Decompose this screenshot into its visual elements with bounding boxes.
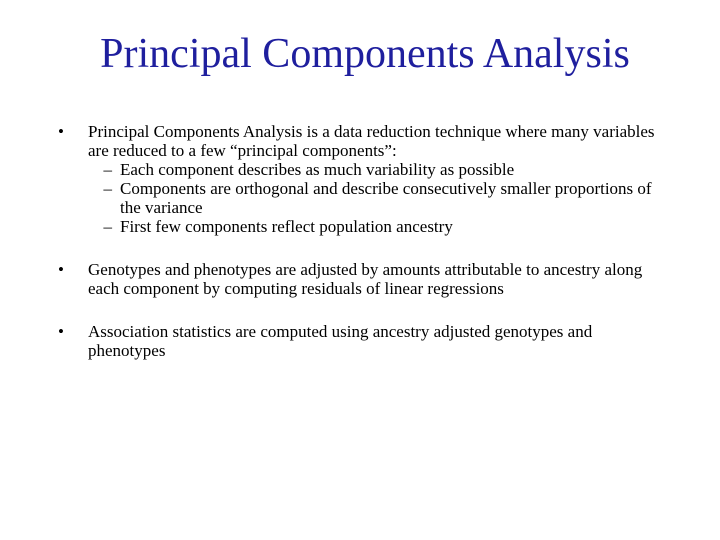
sub-item bbox=[88, 179, 668, 217]
sub-item bbox=[88, 160, 668, 179]
bullet-text: Association statistics are computed using ancestry adjusted genotypes and phenotypes bbox=[88, 322, 593, 360]
bullet-marker: • bbox=[58, 260, 64, 279]
slide-body bbox=[58, 122, 668, 360]
bullet-marker: • bbox=[58, 122, 64, 141]
slide-title: Principal Components Analysis bbox=[100, 31, 630, 77]
bullet-text: Principal Components Analysis is a data reduction technique where many variables are reduced to a few “principal components”: bbox=[88, 122, 655, 160]
bullet-item bbox=[58, 260, 668, 298]
bullet-text: Genotypes and phenotypes are adjusted by amounts attributable to ancestry along each component by computing residuals of linear regressions bbox=[88, 260, 643, 298]
sub-item-text: Each component describes as much variability as possible bbox=[120, 160, 515, 179]
sub-marker: – bbox=[103, 179, 112, 198]
sub-item bbox=[88, 217, 668, 236]
bullet-item bbox=[58, 322, 668, 360]
sub-list bbox=[88, 160, 668, 236]
sub-marker: – bbox=[103, 217, 112, 236]
sub-marker: – bbox=[103, 160, 112, 179]
sub-item-text: Components are orthogonal and describe consecutively smaller proportions of the variance bbox=[120, 179, 652, 217]
bullet-item bbox=[58, 122, 668, 236]
bullet-marker: • bbox=[58, 322, 64, 341]
sub-item-text: First few components reflect population ancestry bbox=[120, 217, 453, 236]
